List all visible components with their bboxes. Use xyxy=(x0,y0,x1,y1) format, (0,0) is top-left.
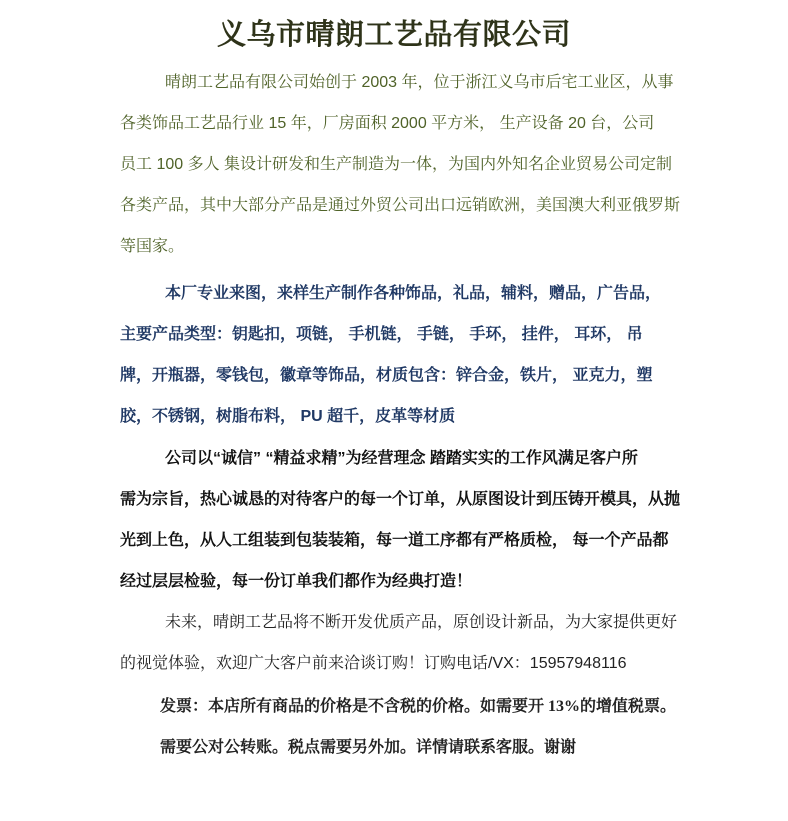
paragraph-line: 等国家。 xyxy=(120,238,185,255)
business-philosophy-paragraph xyxy=(120,438,680,602)
paragraph-line: 未来，晴朗工艺品将不断开发优质产品，原创设计新品，为大家提供更好 xyxy=(165,614,678,631)
paragraph-line: 各类产品，其中大部分产品是通过外贸公司出口远销欧洲，美国澳大利亚俄罗斯 xyxy=(120,197,681,214)
paragraph-line: 本厂专业来图，来样生产制作各种饰品，礼品，辅料，赠品，广告品， xyxy=(165,285,662,302)
paragraph-line: 晴朗工艺品有限公司始创于 2003 年，位于浙江义乌市后宅工业区，从事 xyxy=(165,74,674,91)
paragraph-line: 牌，开瓶器，零钱包，徽章等饰品，材质包含：锌合金，铁片， 亚克力，塑 xyxy=(120,367,653,384)
paragraph-line: 各类饰品工艺品行业 15 年，厂房面积 2000 平方米， 生产设备 20 台，公司 xyxy=(120,115,655,132)
paragraph-line: 员工 100 多人 集设计研发和生产制造为一体，为国内外知名企业贸易公司定制 xyxy=(120,156,673,173)
paragraph-line: 光到上色，从人工组装到包装装箱，每一道工序都有严格质检， 每一个产品都 xyxy=(120,532,669,549)
paragraph-line: 需为宗旨，热心诚恳的对待客户的每一个订单，从原图设计到压铸开模具，从抛 xyxy=(120,491,681,508)
invoice-notice-paragraph xyxy=(160,686,700,768)
product-range-paragraph xyxy=(120,273,680,437)
company-intro-paragraph xyxy=(120,62,680,267)
paragraph-line: 胶，不锈钢，树脂布料， PU 超千，皮革等材质 xyxy=(120,408,456,425)
page-title: 义乌市晴朗工艺品有限公司 xyxy=(216,19,571,51)
paragraph-line: 主要产品类型：钥匙扣，项链， 手机链， 手链， 手环， 挂件， 耳环， 吊 xyxy=(120,326,643,343)
contact-phone-line: 的视觉体验，欢迎广大客户前来洽谈订购！订购电话/VX：15957948116 xyxy=(120,655,627,672)
future-contact-paragraph xyxy=(120,602,680,684)
paragraph-line: 经过层层检验，每一份订单我们都作为经典打造！ xyxy=(120,573,473,590)
paragraph-line: 公司以“诚信” “精益求精”为经营理念 踏踏实实的工作风满足客户所 xyxy=(165,450,638,467)
invoice-tax-line: 发票：本店所有商品的价格是不含税的价格。如需要开 13%的增值税票。 xyxy=(160,698,677,715)
invoice-transfer-line: 需要公对公转账。税点需要另外加。详情请联系客服。谢谢 xyxy=(160,739,577,756)
